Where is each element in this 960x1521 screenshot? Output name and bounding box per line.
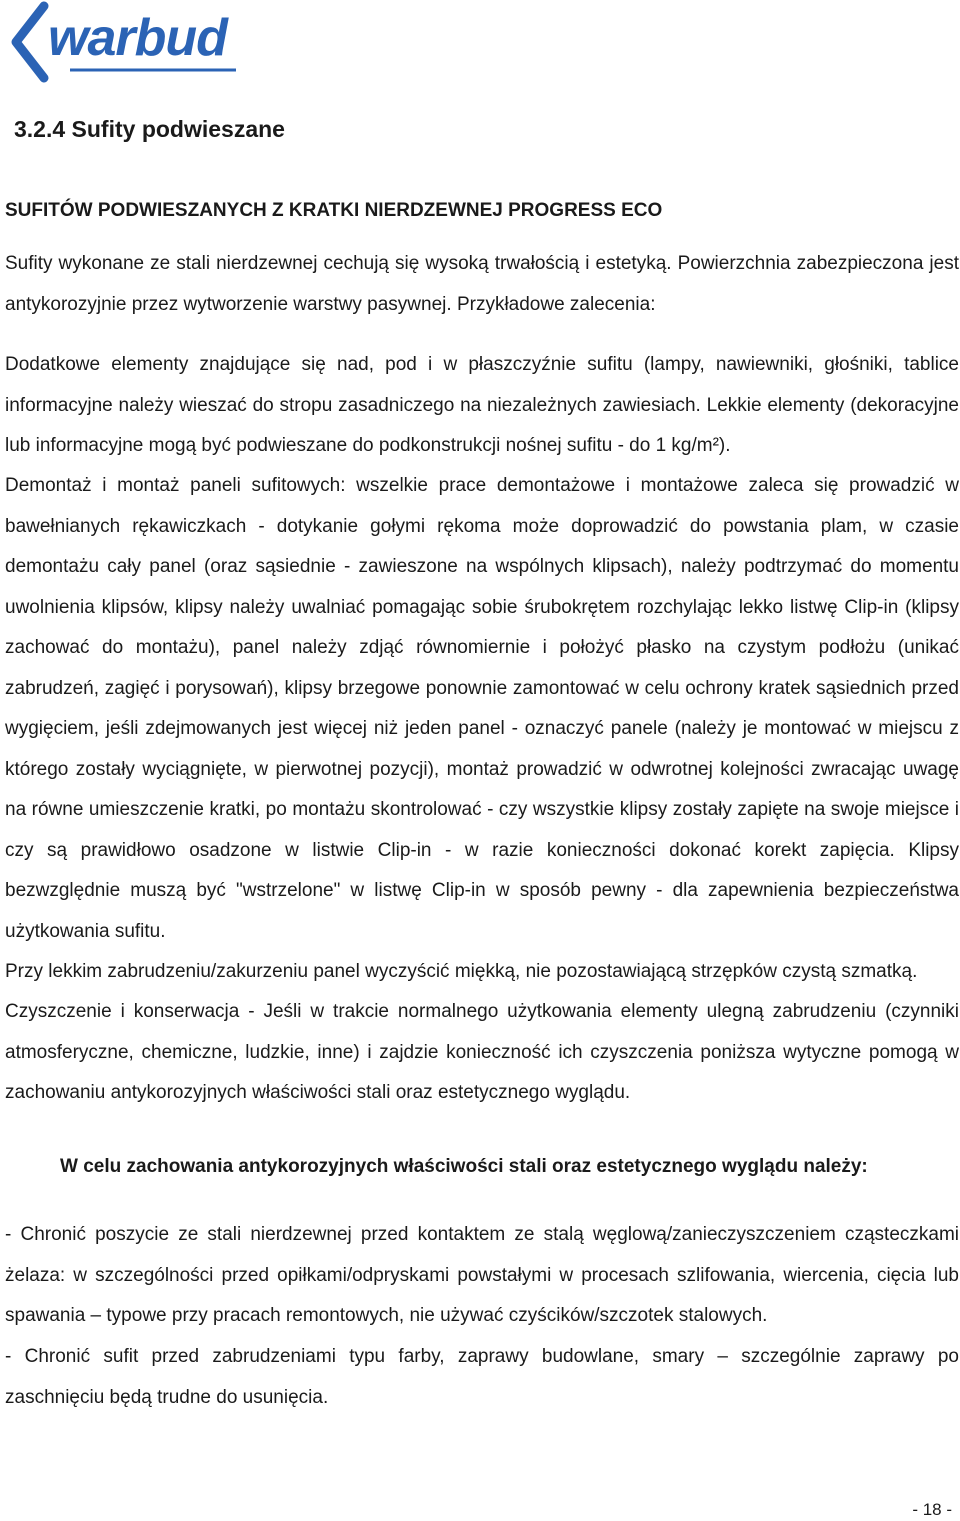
logo-wordmark: warbud [48, 9, 227, 67]
list-item: - Chronić sufit przed zabrudzeniami typu farby, zaprawy budowlane, smary – szczególnie zaprawy po zaschnięciu będą trudne do usunięcia. [5, 1346, 959, 1408]
paragraph-additional-elements: Dodatkowe elementy znajdujące się nad, pod i w płaszczyźnie sufitu (lampy, nawiewniki, głośniki, tablice informacyjne należy wieszać do stropu zasadniczego na niezależnych zawiesiach. Lekkie elementy (dekoracyjne lub informacyjne mogą być podwieszane do podkonstrukcji nośnej sufitu - do 1 kg/m²). [5, 354, 959, 456]
section-heading: 3.2.4 Sufity podwieszane [14, 116, 285, 142]
page-number: - 18 - [912, 1500, 952, 1519]
paragraph-intro: Sufity wykonane ze stali nierdzewnej cechują się wysoką trwałością i estetyką. Powierzchnia zabezpieczona jest antykorozyjnie przez wytworzenie warstwy pasywnej. Przykładowe zalecenia: [5, 253, 959, 315]
emphasis-heading: W celu zachowania antykorozyjnych właściwości stali oraz estetycznego wyglądu należy: [60, 1156, 868, 1177]
section-subheading: SUFITÓW PODWIESZANYCH Z KRATKI NIERDZEWNEJ PROGRESS ECO [5, 200, 663, 221]
company-logo [10, 0, 250, 86]
paragraph-light-dirt: Przy lekkim zabrudzeniu/zakurzeniu panel wyczyścić miękką, nie pozostawiającą strzępków czystą szmatką. [5, 961, 918, 982]
list-item: - Chronić poszycie ze stali nierdzewnej przed kontaktem ze stalą węglową/zanieczyszczeniem cząsteczkami żelaza: w szczególności przed opiłkami/odpryskami powstałymi w procesach szlifowania, wiercenia, cięcia lub spawania – typowe przy pracach remontowych, nie używać czyścików/szczotek stalowych. [5, 1224, 959, 1326]
paragraph-mounting: Demontaż i montaż paneli sufitowych: wszelkie prace demontażowe i montażowe zaleca się prowadzić w bawełnianych rękawiczkach - dotykanie gołymi rękoma może doprowadzić do powstania plam, w czasie demontażu cały panel (oraz sąsiednie - zawieszone na wspólnych klipsach), należy podtrzymać do momentu uwolnienia klipsów, klipsy należy uwalniać pomagając sobie śrubokrętem rozchylając lekko listwę Clip-in (klipsy zachować do montażu), panel należy zdjąć równomiernie i położyć płasko na czystym podłożu (unikać zabrudzeń, zagięć i porysowań), klipsy brzegowe ponownie zamontować w celu ochrony kratek sąsiednich przed wygięciem, jeśli zdejmowanych jest więcej niż jeden panel - oznaczyć panele (należy je montować w miejscu z którego zostały wyciągnięte, w pierwotnej pozycji), montaż prowadzić w odwrotnej kolejności zwracając uwagę na równe umieszczenie kratki, po montażu skontrolować - czy wszystkie klipsy zostały zapięte na swoje miejsce i czy są prawidłowo osadzone w listwie Clip-in - w razie konieczności dokonać korekt zapięcia. Klipsy bezwzględnie muszą być "wstrzelone" w listwę Clip-in w sposób pewny - dla zapewnienia bezpieczeństwa użytkowania sufitu. [5, 475, 959, 942]
paragraph-cleaning: Czyszczenie i konserwacja - Jeśli w trakcie normalnego użytkowania elementy ulegną zabrudzeniu (czynniki atmosferyczne, chemiczne, ludzkie, inne) i zajdzie konieczność ich czyszczenia poniższa wytyczne pomogą w zachowaniu antykorozyjnych właściwości stali oraz estetycznego wyglądu. [5, 1001, 959, 1103]
